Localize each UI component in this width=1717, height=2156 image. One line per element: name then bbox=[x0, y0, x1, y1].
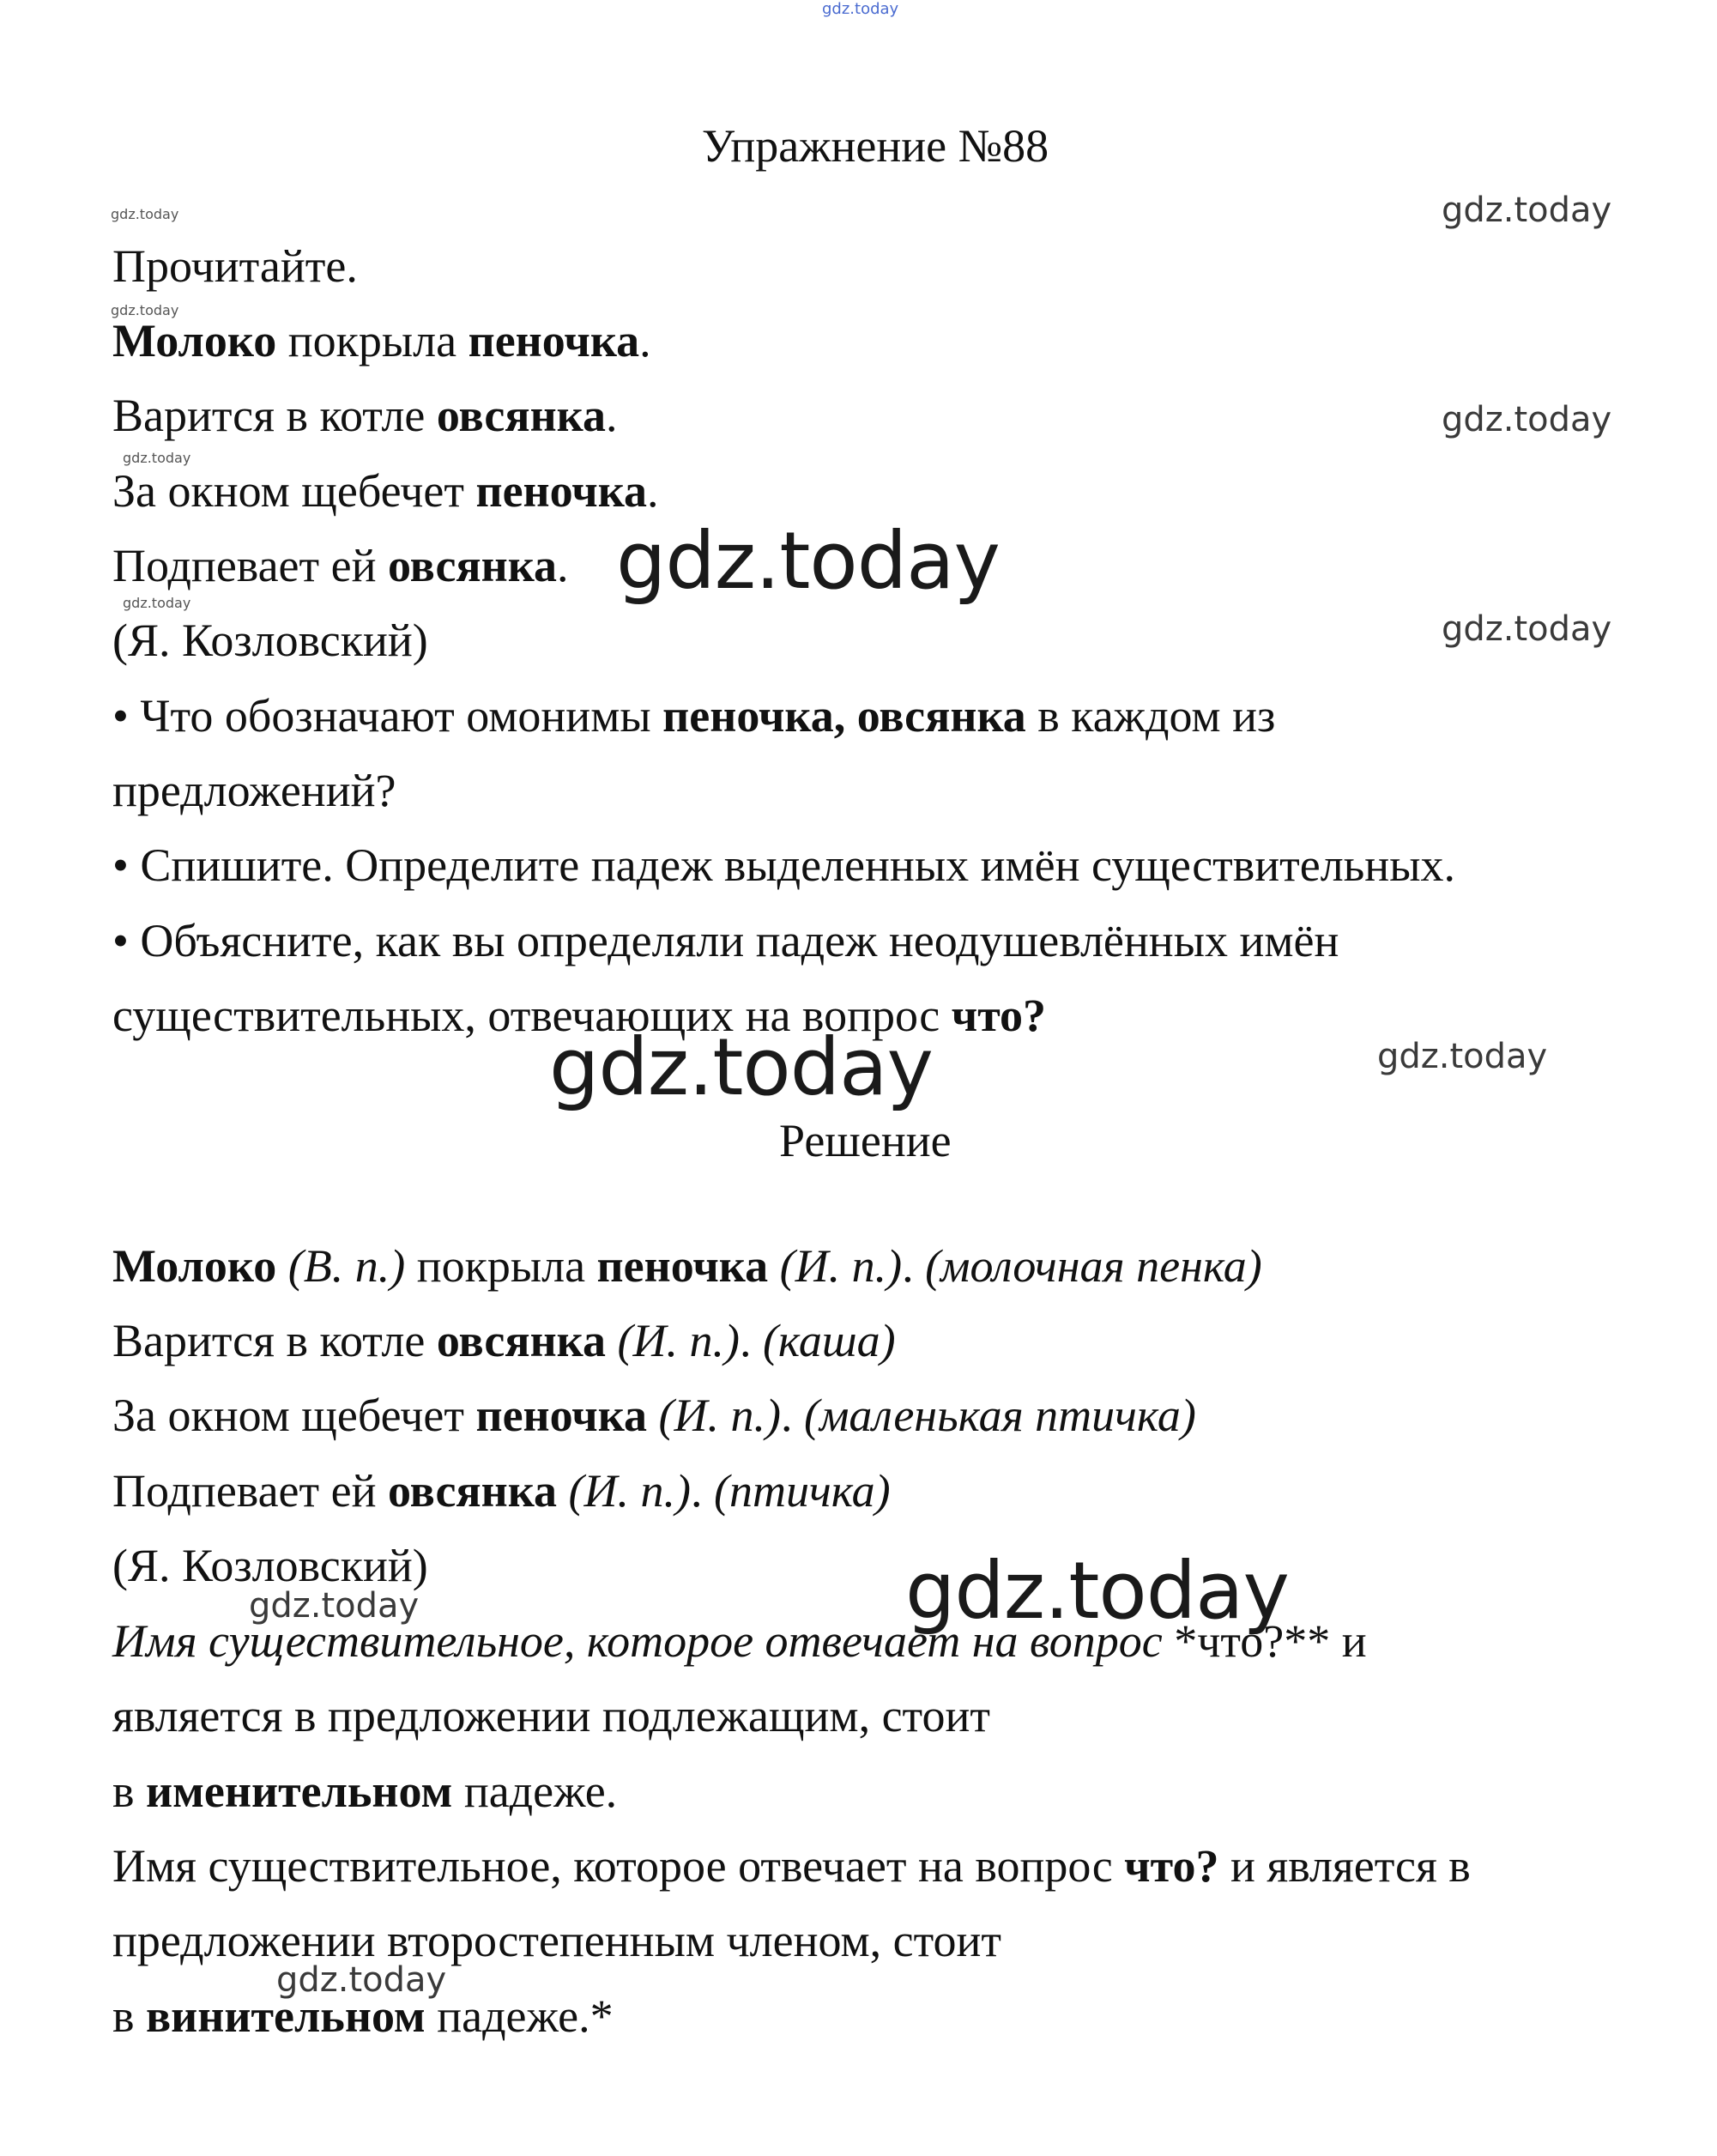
question-1-cont: предложений? bbox=[112, 765, 396, 816]
watermark: gdz.today bbox=[616, 515, 1000, 607]
solution-line-2: Варится в котле овсянка (И. п.). (каша) bbox=[112, 1315, 896, 1366]
solution-line-3: За окном щебечет пеночка (И. п.). (маленькая птичка) bbox=[112, 1390, 1196, 1441]
rule-line-3: в именительном падеже. bbox=[112, 1765, 618, 1817]
poem-line-3: За окном щебечет пеночка. bbox=[112, 465, 659, 517]
watermark: gdz.today bbox=[1442, 400, 1612, 439]
rule-line-5: предложении второстепенным членом, стоит bbox=[112, 1915, 1001, 1966]
watermark: gdz.today bbox=[111, 302, 179, 318]
rule-line-2: является в предложении подлежащим, стоит bbox=[112, 1690, 990, 1741]
question-2: • Спишите. Определите падеж выделенных имён существительных. bbox=[112, 839, 1455, 891]
rule-line-6: в винительном падеже.* bbox=[112, 1990, 614, 2042]
rule-line-1: Имя существительное, которое отвечает на вопрос *что?** и bbox=[112, 1615, 1367, 1667]
watermark: gdz.today bbox=[123, 450, 191, 466]
poem-author: (Я. Козловский) bbox=[112, 615, 428, 666]
watermark: gdz.today bbox=[1442, 191, 1612, 230]
page-title: Упражнение №88 bbox=[701, 120, 1049, 172]
task-intro: Прочитайте. bbox=[112, 240, 358, 292]
watermark: gdz.today bbox=[549, 1021, 933, 1113]
watermark: gdz.today bbox=[822, 0, 899, 18]
watermark: gdz.today bbox=[111, 206, 179, 222]
watermark: gdz.today bbox=[276, 1960, 447, 2000]
rule-line-4: Имя существительное, которое отвечает на вопрос что? и является в bbox=[112, 1840, 1471, 1892]
watermark: gdz.today bbox=[1442, 609, 1612, 649]
solution-author: (Я. Козловский) bbox=[112, 1540, 428, 1591]
solution-line-4: Подпевает ей овсянка (И. п.). (птичка) bbox=[112, 1465, 891, 1517]
question-3-cont: существительных, отвечающих на вопрос что? bbox=[112, 990, 1047, 1041]
watermark: gdz.today bbox=[1377, 1037, 1548, 1076]
solution-heading: Решение bbox=[779, 1115, 952, 1166]
watermark: gdz.today bbox=[123, 595, 191, 611]
poem-line-2: Варится в котле овсянка. bbox=[112, 390, 618, 441]
solution-line-1: Молоко (В. п.) покрыла пеночка (И. п.). (молочная пенка) bbox=[112, 1240, 1262, 1292]
watermark: gdz.today bbox=[249, 1586, 420, 1626]
poem-line-4: Подпевает ей овсянка. bbox=[112, 540, 569, 591]
question-1: • Что обозначают омонимы пеночка, овсянка в каждом из bbox=[112, 690, 1276, 742]
watermark: gdz.today bbox=[905, 1545, 1289, 1637]
question-3: • Объясните, как вы определяли падеж неодушевлённых имён bbox=[112, 915, 1339, 966]
poem-line-1: Молоко покрыла пеночка. bbox=[112, 315, 651, 366]
